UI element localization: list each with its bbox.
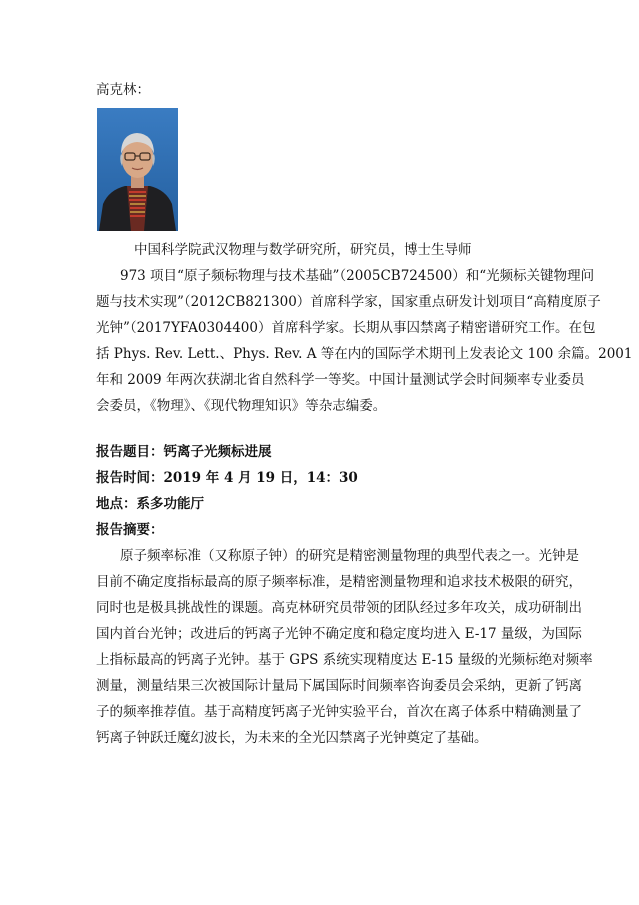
speaker-heading: 高克林： <box>96 82 150 98</box>
abstract-line: 国内首台光钟；改进后的钙离子光钟不确定度和稳定度均进入 E-17 量级，为国际 <box>96 626 582 642</box>
speaker-photo <box>97 108 178 231</box>
bio-line: 973 项目“原子频标物理与技术基础”（2005CB724500）和“光频标关键物理问 <box>120 268 595 284</box>
bio-line: 题与技术实现”（2012CB821300）首席科学家，国家重点研发计划项目“高精度原子 <box>96 294 601 310</box>
abstract-line: 测量，测量结果三次被国际计量局下属国际时间频率咨询委员会采纳，更新了钙离 <box>96 678 582 694</box>
bio-line: 括 Phys. Rev. Lett.、Phys. Rev. A 等在内的国际学术期刊上发表论文 100 余篇。2001 <box>96 346 633 362</box>
abstract-line: 上指标最高的钙离子光钟。基于 GPS 系统实现精度达 E-15 量级的光频标绝对频率 <box>96 652 593 668</box>
bio-affiliation: 中国科学院武汉物理与数学研究所，研究员，博士生导师 <box>134 242 472 258</box>
abstract-heading: 报告摘要： <box>96 522 164 538</box>
report-time: 报告时间：2019 年 4 月 19 日，14：30 <box>96 470 358 486</box>
abstract-line: 原子频率标准（又称原子钟）的研究是精密测量物理的典型代表之一。光钟是 <box>120 548 579 564</box>
portrait-photo-icon <box>97 108 178 231</box>
report-title: 报告题目：钙离子光频标进展 <box>96 444 272 460</box>
abstract-line: 同时也是极具挑战性的课题。高克林研究员带领的团队经过多年攻关，成功研制出 <box>96 600 582 616</box>
bio-line: 会委员，《物理》、《现代物理知识》等杂志编委。 <box>96 398 387 414</box>
abstract-line: 钙离子钟跃迁魔幻波长，为未来的全光囚禁离子光钟奠定了基础。 <box>96 730 488 746</box>
bio-line: 年和 2009 年两次获湖北省自然科学一等奖。中国计量测试学会时间频率专业委员 <box>96 372 585 388</box>
abstract-line: 目前不确定度指标最高的原子频率标准，是精密测量物理和追求技术极限的研究， <box>96 574 582 590</box>
abstract-line: 子的频率推荐值。基于高精度钙离子光钟实验平台，首次在离子体系中精确测量了 <box>96 704 582 720</box>
bio-line: 光钟”（2017YFA0304400）首席科学家。长期从事囚禁离子精密谱研究工作。在包 <box>96 320 596 336</box>
report-location: 地点：系多功能厅 <box>96 496 204 512</box>
